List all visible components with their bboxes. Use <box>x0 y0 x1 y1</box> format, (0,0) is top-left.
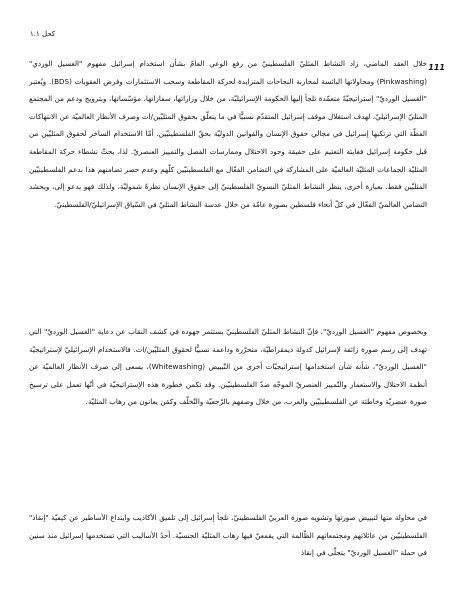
paragraph-text: في محاولة منها لتبييض صورتها وتشويه صورة العربيّ الفلسطينيّ، تلجأ إسرائيل إلى تلفيق الأكاذيب وابتداع الأساطير عن كيفيّة "إنقاذ" الفلسطينيّين من عائلاتهم ومجتمعاتهم الظّالمة التي يقمعنّ فيها رهاب المثليّة الجنسيّة. أحدُ الأساليب التي تستخدمها إسرائيل منذ سنين في حملة "الغسيل الورديّ" يتجلّى في إنقاذ <box>29 513 427 558</box>
running-head: كحل ١.١ <box>30 30 56 38</box>
paragraph-text: خلال العقد الماضي، زاد النشاط المثليّ الفلسطينيّ من رفع الوعي العامّ بشأن استخدام إسرائيل مفهوم "الغسيل الوردي" (Pinkwashing) ومحاولاتها البائسة لمحاربة النجاحات المتزايدة لحركة المقاطعة وسحب الاستثمارات وفرض العقوبات (BDS). ويُعتبر "الغسيل الورديّ" إستراتيجيّةً متعمّدة تلجأ إليها الحكومة الإسرائيليّة، من خلال وزاراتها، سفاراتها، مؤسّساتها، وبترويج ودعم من المجتمع المثليّ الإسرائيليّ، لهدف استغلال موقف إسرائيل المتقدّم نسبيًّا في ما يتعلّق بحقوق المثليّين/ات وصرف الأنظار العالميّة عن الانتهاكات الفظّة التي ترتكبها إسرائيل في مجالي حقوق الإنسان والقوانين الدوليّة بحقّ الفلسطينيّين. أمّا الاستخدام الساخر لحقوق المثليّين من قبل حكومة إسرائيل فغايته التعتيم على حقيقة وجود الاحتلال وممارسات الفصل والتمييز العنصريّ. لذا، يحثّ نشطاء حركة المقاطعة المثليّة الجماعات المثليّة العالميّة على المشاركة في التضامن الفعّال مع الفلسطينيّين كلّهم وعدم حصر تضامنهم هذا بدعم الفلسطينيّين المثليّين فقط. بعبارة أخرى، ينظر النشاط المثليّ النسويّ الفلسطينيّ إلى حقوق الإنسان نظرةً شموليّة، ولذلك فهو يدعو إلى، ويحشد التضامن العالميّ الفعّال في كلّ أنحاء فلسطين بصورة عامّة من خلال عدسة النشاط المثليّ في السّياق الإسرائيليّ/الفلسطينيّ. <box>29 59 427 209</box>
paragraph-1 <box>29 55 427 213</box>
paragraph-text: وبخصوص مفهوم "الغسيل الورديّ"، فإنّ النشاط المثليّ الفلسطينيّ يستثمر جهوده في كشف النقاب عن دعاية "الغسيل الورديّ" التي تهدف إلى رسم صورة زائفة لإسرائيل كدولة ديمقراطيّة، متحرّرة وداعمة نسبيًّا لحقوق المثليّين/ات. فالاستخدام الإسرائيليّ لإستراتيجيّة "الغسيل الورديّ"، شأنه شأن استخدامها إستراتيجيّات أخرى من التّبييض (Whitewashing)، يسعى إلى صرف الأنظار العالميّة عن أنظمة الاحتلال والاستعمار والتّمييز العنصريّ الموجّه ضدّ الفلسطينيّين. وقد تكمن خطورة هذه الإستراتيجيّة في أنّها تعمل على ترسيخ صورة عنصريّة وخاطئة عن الفلسطينيّين والعرب، من خلال وصفهم بالرّجعيّة والتّخلّف وكمَن يعانون من رهاب المثليّة. <box>29 327 427 407</box>
paragraph-3 <box>29 509 427 562</box>
paragraph-2 <box>29 323 427 411</box>
page-number: 111 <box>428 63 445 72</box>
